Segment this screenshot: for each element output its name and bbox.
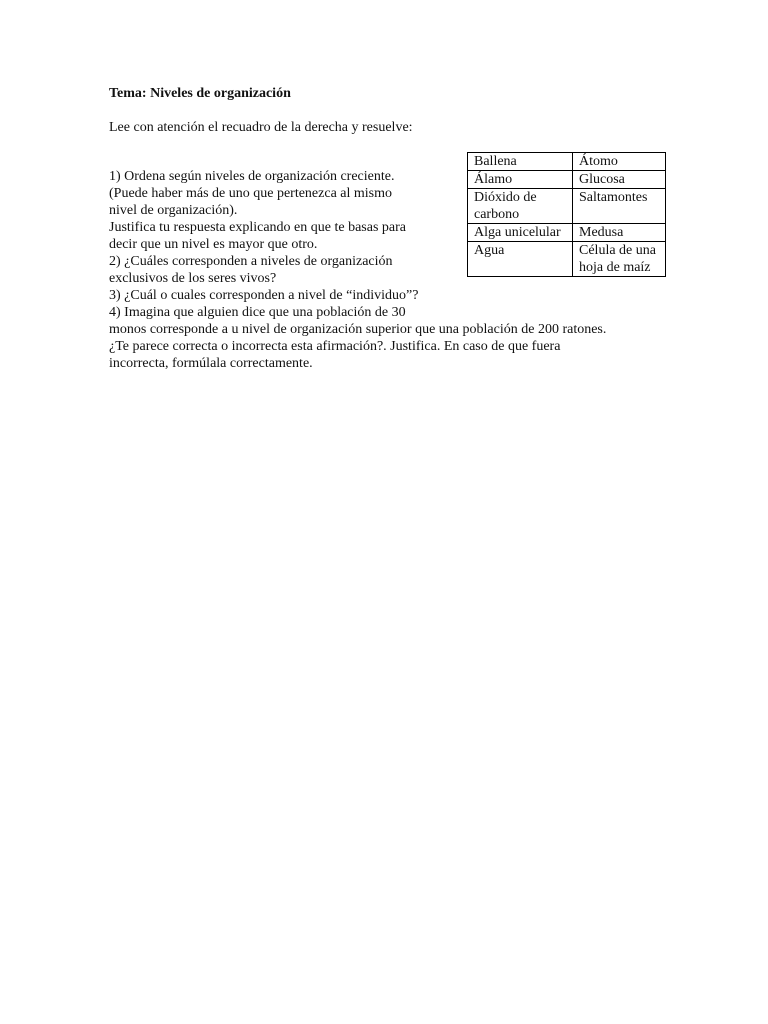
table-cell: Átomo bbox=[573, 153, 666, 171]
question-line: 4) Imagina que alguien dice que una población de 30 bbox=[109, 305, 406, 320]
table-row bbox=[468, 153, 666, 171]
table-cell: Álamo bbox=[468, 171, 573, 189]
table-row bbox=[468, 242, 666, 277]
items-table bbox=[467, 152, 666, 277]
question-line: 3) ¿Cuál o cuales corresponden a nivel de “individuo”? bbox=[109, 288, 419, 303]
table-cell: Alga unicelular bbox=[468, 224, 573, 242]
question-line: Justifica tu respuesta explicando en que te basas para bbox=[109, 220, 407, 235]
table-row bbox=[468, 171, 666, 189]
table-cell: Saltamontes bbox=[573, 189, 666, 224]
table-cell: Medusa bbox=[573, 224, 666, 242]
table-cell: Ballena bbox=[468, 153, 573, 171]
question-4-continuation: monos corresponde a u nivel de organización superior que una población de 200 ratones. bbox=[109, 322, 607, 337]
table-row bbox=[468, 224, 666, 242]
table-cell: Agua bbox=[468, 242, 573, 277]
table-cell: Célula de una hoja de maíz bbox=[573, 242, 666, 277]
table-cell: Glucosa bbox=[573, 171, 666, 189]
table-row bbox=[468, 189, 666, 224]
question-line: (Puede haber más de uno que pertenezca al mismo bbox=[109, 186, 393, 201]
table-cell: Dióxido de carbono bbox=[468, 189, 573, 224]
question-line: exclusivos de los seres vivos? bbox=[109, 271, 277, 286]
question-4-followup: ¿Te parece correcta o incorrecta esta afirmación?. Justifica. En caso de que fuera incorrecta, formúlala correctamente. bbox=[109, 339, 561, 371]
question-line: 1) Ordena según niveles de organización creciente. bbox=[109, 169, 395, 184]
intro-text: Lee con atención el recuadro de la derecha y resuelve: bbox=[109, 120, 413, 135]
question-line: nivel de organización). bbox=[109, 203, 238, 218]
question-line: decir que un nivel es mayor que otro. bbox=[109, 237, 318, 252]
document-title: Tema: Niveles de organización bbox=[109, 86, 291, 101]
question-line: 2) ¿Cuáles corresponden a niveles de organización bbox=[109, 254, 393, 269]
